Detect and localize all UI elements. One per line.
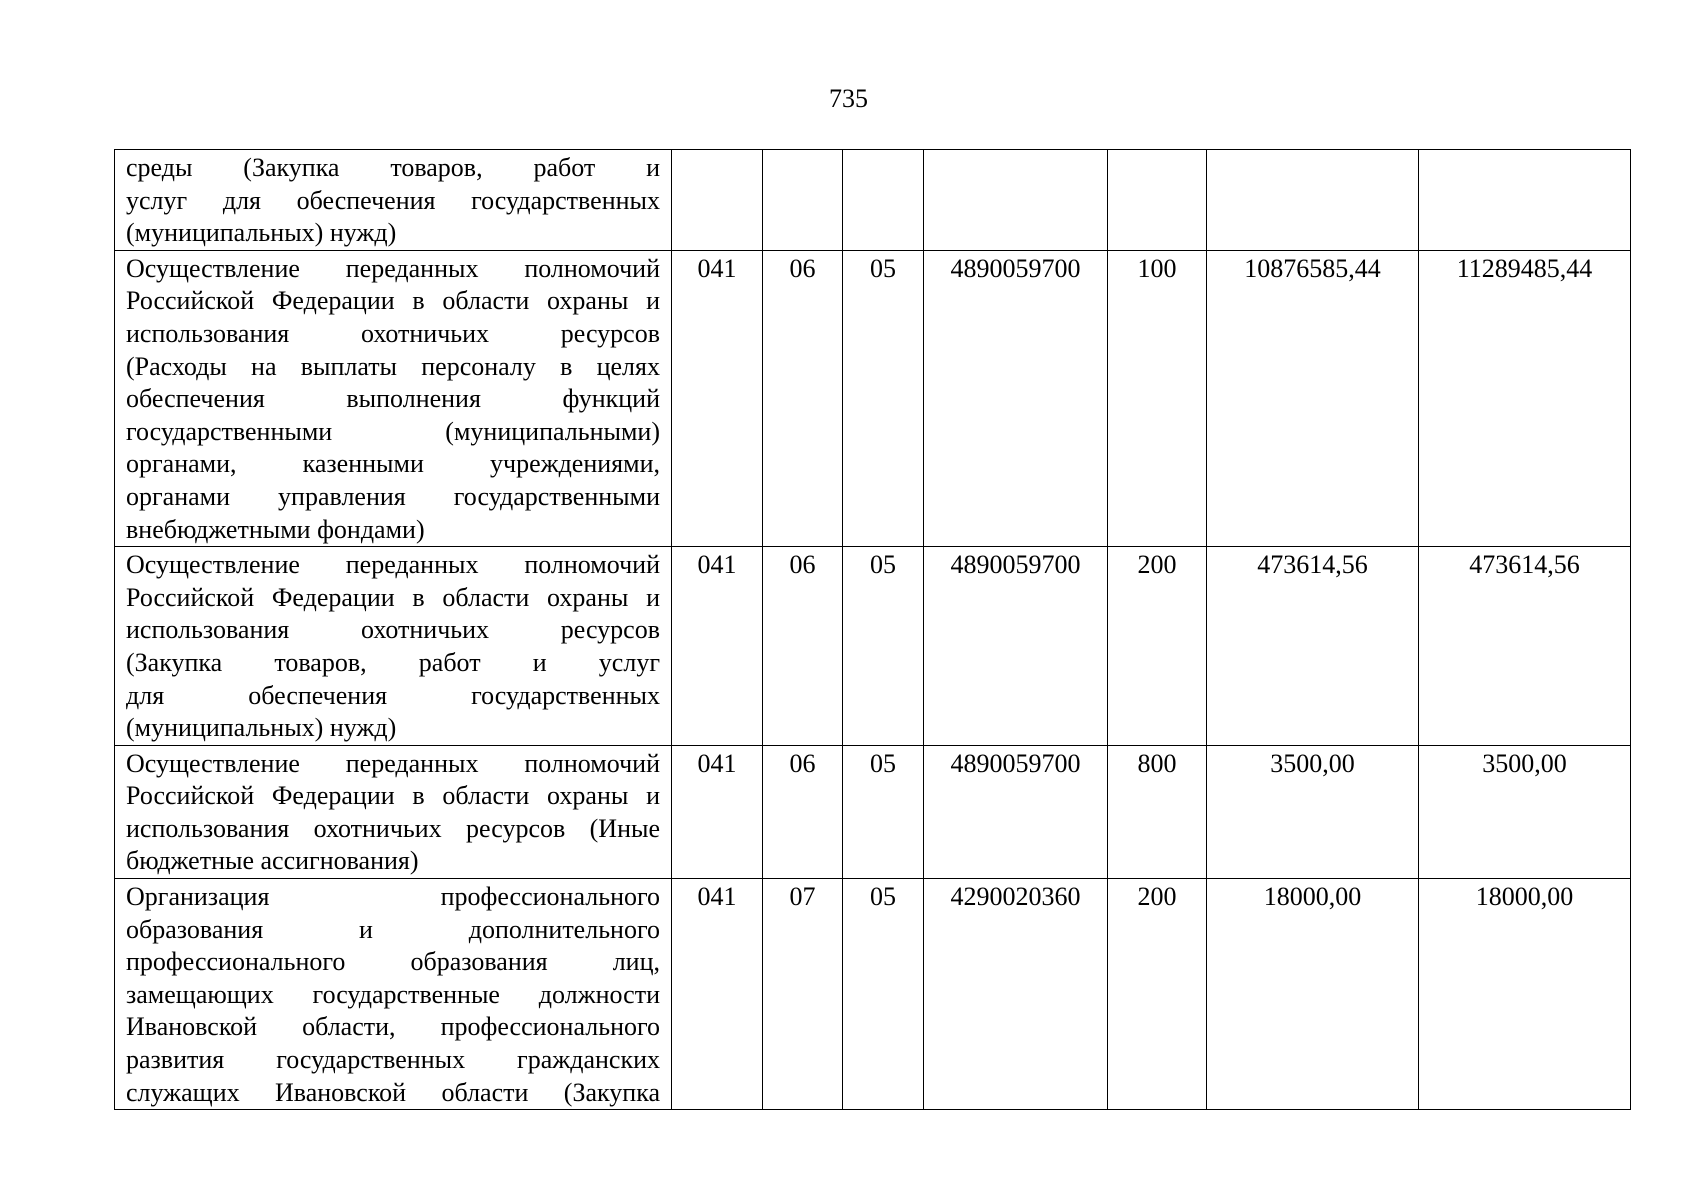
table-row xyxy=(115,745,1631,878)
cell-grbs-code xyxy=(672,150,763,251)
description-line: органами, казенными учреждениями, xyxy=(126,449,660,479)
cell-description xyxy=(115,879,672,1110)
description-line: государственными (муниципальными) xyxy=(126,416,660,446)
description-line: органами управления государственными xyxy=(126,481,660,511)
table-row xyxy=(115,150,1631,251)
description-line: использования охотничьих ресурсов xyxy=(126,318,660,348)
cell-amount-year-1: 10876585,44 xyxy=(1207,250,1419,546)
cell-amount-year-1: 18000,00 xyxy=(1207,879,1419,1110)
cell-section-code xyxy=(763,150,843,251)
description-line: использования охотничьих ресурсов xyxy=(126,615,660,645)
cell-subsection-code: 05 xyxy=(843,745,924,878)
description-line: служащих Ивановской области (Закупка xyxy=(126,1077,660,1107)
cell-subsection-code xyxy=(843,150,924,251)
description-line: Ивановской области, профессионального xyxy=(126,1012,660,1042)
table-row xyxy=(115,250,1631,546)
description-line: Осуществление переданных полномочий xyxy=(126,550,660,580)
description-line: Российской Федерации в области охраны и xyxy=(126,781,660,811)
table-row xyxy=(115,879,1631,1110)
cell-description xyxy=(115,150,672,251)
cell-amount-year-1: 3500,00 xyxy=(1207,745,1419,878)
description-line: услуг для обеспечения государственных xyxy=(126,185,660,215)
description-line: развития государственных гражданских xyxy=(126,1045,660,1075)
cell-target-article-code: 4890059700 xyxy=(924,745,1108,878)
description-line: (Расходы на выплаты персоналу в целях xyxy=(126,351,660,381)
description-line: среды (Закупка товаров, работ и xyxy=(126,153,660,182)
description-line: Осуществление переданных полномочий xyxy=(126,253,660,283)
cell-section-code: 06 xyxy=(763,547,843,746)
cell-description xyxy=(115,745,672,878)
description-line: для обеспечения государственных xyxy=(126,680,660,710)
description-line: обеспечения выполнения функций xyxy=(126,384,660,414)
description-line: образования и дополнительного xyxy=(126,914,660,944)
cell-target-article-code: 4890059700 xyxy=(924,250,1108,546)
description-line: Осуществление переданных полномочий xyxy=(126,748,660,778)
cell-amount-year-2: 473614,56 xyxy=(1419,547,1631,746)
cell-amount-year-2: 3500,00 xyxy=(1419,745,1631,878)
description-line: Российской Федерации в области охраны и xyxy=(126,582,660,612)
page-number: 735 xyxy=(829,84,868,113)
cell-grbs-code: 041 xyxy=(672,547,763,746)
description-line: Организация профессионального xyxy=(126,882,660,912)
cell-grbs-code: 041 xyxy=(672,250,763,546)
description-line: использования охотничьих ресурсов (Иные xyxy=(126,813,660,843)
description-line: (Закупка товаров, работ и услуг xyxy=(126,647,660,677)
cell-target-article-code xyxy=(924,150,1108,251)
cell-subsection-code: 05 xyxy=(843,250,924,546)
cell-amount-year-2 xyxy=(1419,150,1631,251)
cell-target-article-code: 4890059700 xyxy=(924,547,1108,746)
budget-table xyxy=(114,149,1631,1110)
cell-amount-year-2: 18000,00 xyxy=(1419,879,1631,1110)
cell-amount-year-2: 11289485,44 xyxy=(1419,250,1631,546)
cell-section-code: 06 xyxy=(763,250,843,546)
cell-description xyxy=(115,547,672,746)
cell-expense-type-code: 800 xyxy=(1108,745,1207,878)
cell-description xyxy=(115,250,672,546)
description-line: замещающих государственные должности xyxy=(126,979,660,1009)
description-line: (муниципальных) нужд) xyxy=(126,218,397,248)
cell-section-code: 07 xyxy=(763,879,843,1110)
cell-expense-type-code: 200 xyxy=(1108,879,1207,1110)
cell-amount-year-1: 473614,56 xyxy=(1207,547,1419,746)
table-row xyxy=(115,547,1631,746)
cell-amount-year-1 xyxy=(1207,150,1419,251)
cell-expense-type-code: 200 xyxy=(1108,547,1207,746)
cell-grbs-code: 041 xyxy=(672,745,763,878)
cell-expense-type-code xyxy=(1108,150,1207,251)
description-line: бюджетные ассигнования) xyxy=(126,846,419,876)
cell-section-code: 06 xyxy=(763,745,843,878)
cell-subsection-code: 05 xyxy=(843,547,924,746)
cell-target-article-code: 4290020360 xyxy=(924,879,1108,1110)
description-line: внебюджетными фондами) xyxy=(126,514,425,544)
cell-grbs-code: 041 xyxy=(672,879,763,1110)
description-line: профессионального образования лиц, xyxy=(126,947,660,977)
table-body xyxy=(115,150,1631,1110)
cell-expense-type-code: 100 xyxy=(1108,250,1207,546)
cell-subsection-code: 05 xyxy=(843,879,924,1110)
description-line: (муниципальных) нужд) xyxy=(126,713,397,743)
description-line: Российской Федерации в области охраны и xyxy=(126,286,660,316)
